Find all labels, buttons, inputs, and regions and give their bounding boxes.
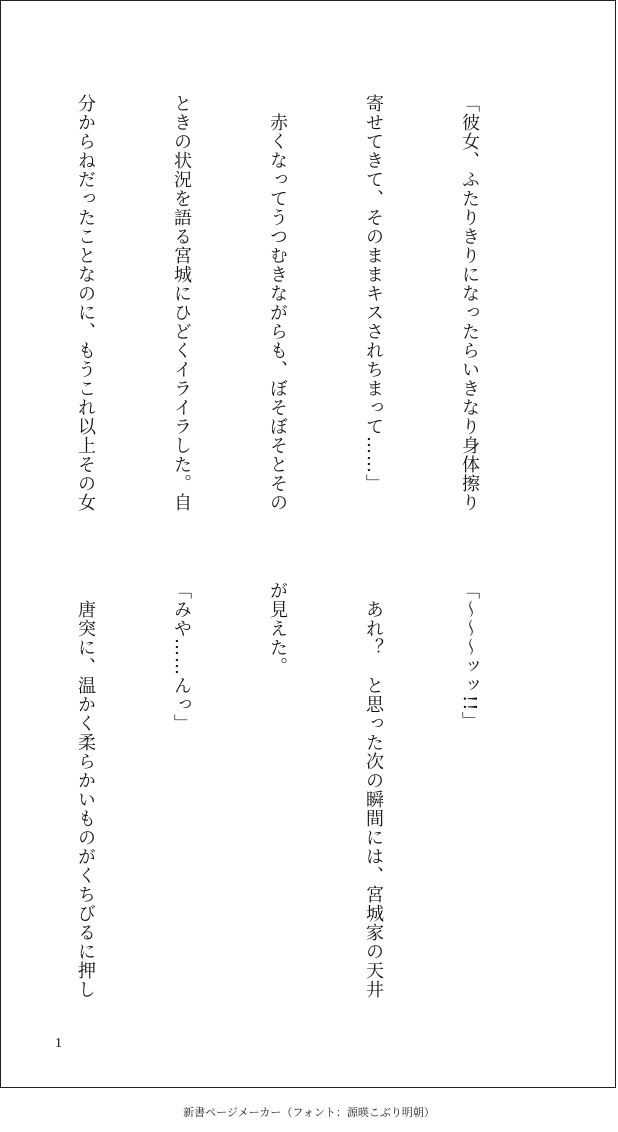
text-line: 分からねだったことなのに、もうこれ以上その女 [75,94,96,512]
text-line: 寄せてきて、そのままキスされちまって……」 [363,94,384,493]
text-line: が見えた。 [267,581,288,676]
text-line: あれ？ と思った次の瞬間には、宮城家の天井 [363,581,384,999]
text-line: 「〜〜〜ッッ!!」 [459,581,480,731]
text-line: ときの状況を語る宮城にひどくイライラした。自 [171,94,192,512]
text-line: 唐突に、温かく柔らかいものがくちびるに押し [75,581,96,999]
page-number: 1 [55,1036,62,1051]
upper-text-block [49,94,549,514]
footer-credit: 新書ページメーカー（フォント：源暎こぶり明朝） [183,1106,435,1119]
text-line: 「みや……んっ」 [171,581,192,733]
lower-text-block [49,581,549,1001]
text-line: 「彼女、ふたりきりになったらいきなり身体擦り [459,94,480,512]
text-line: 赤くなってうつむきながらも、ぼそぼそとその [267,94,288,512]
